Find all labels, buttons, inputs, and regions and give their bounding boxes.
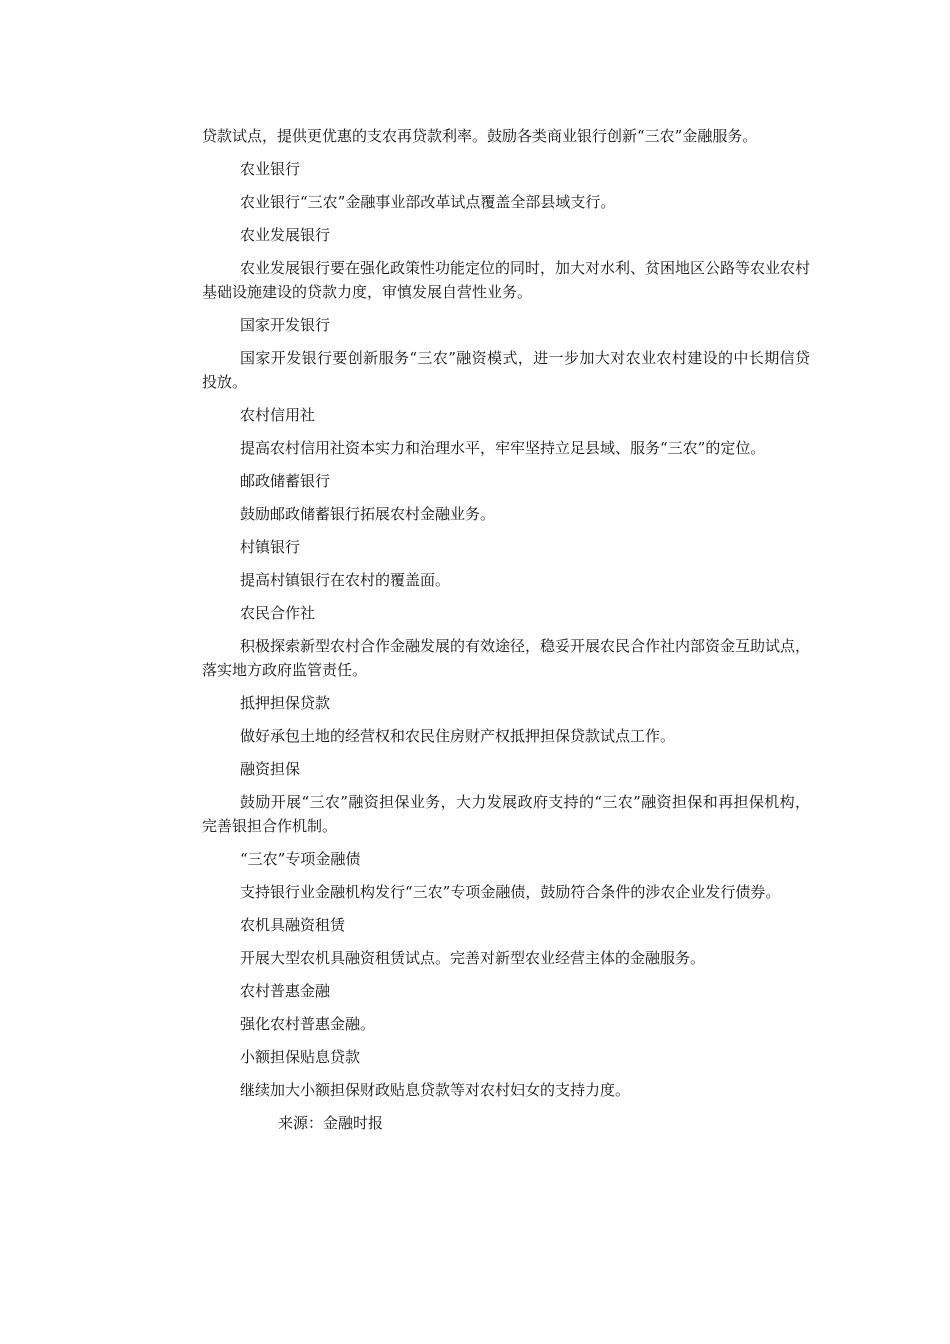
section-heading: 融资担保 xyxy=(240,760,301,778)
section-heading: 农业银行 xyxy=(240,160,301,178)
section-heading: 国家开发银行 xyxy=(240,316,331,334)
section-paragraph: 继续加大小额担保财政贴息贷款等对农村妇女的支持力度。 xyxy=(240,1081,631,1099)
section-paragraph: 积极探索新型农村合作金融发展的有效途径，稳妥开展农民合作社内部资金互助试点，落实地方政府监管责任。 xyxy=(202,637,811,679)
section-paragraph: 国家开发银行要创新服务“三农”融资模式，进一步加大对农业农村建设的中长期信贷投放。 xyxy=(202,349,810,391)
section-paragraph: 农业发展银行要在强化政策性功能定位的同时，加大对水利、贫困地区公路等农业农村基础设施建设的贷款力度，审慎发展自营性业务。 xyxy=(202,259,811,301)
section-heading: 抵押担保贷款 xyxy=(240,694,331,712)
section-heading: “三农”专项金融债 xyxy=(240,850,361,868)
intro-paragraph: 贷款试点，提供更优惠的支农再贷款利率。鼓励各类商业银行创新“三农”金融服务。 xyxy=(202,127,758,145)
section-paragraph: 开展大型农机具融资租赁试点。完善对新型农业经营主体的金融服务。 xyxy=(240,949,706,967)
section-paragraph: 提高村镇银行在农村的覆盖面。 xyxy=(240,571,451,589)
section-heading: 农民合作社 xyxy=(240,604,316,622)
document-body xyxy=(202,124,810,1135)
section-heading: 小额担保贴息贷款 xyxy=(240,1048,361,1066)
section-paragraph: 鼓励邮政储蓄银行拓展农村金融业务。 xyxy=(240,505,496,523)
section-paragraph: 提高农村信用社资本实力和治理水平，牢牢坚持立足县域、服务“三农”的定位。 xyxy=(240,439,766,457)
section-paragraph: 农业银行“三农”金融事业部改革试点覆盖全部县域支行。 xyxy=(240,193,616,211)
source-line: 来源：金融时报 xyxy=(278,1114,384,1132)
section-paragraph: 鼓励开展“三农”融资担保业务，大力发展政府支持的“三农”融资担保和再担保机构，完善银担合作机制。 xyxy=(202,793,810,835)
section-heading: 农村普惠金融 xyxy=(240,982,331,1000)
section-heading: 农机具融资租赁 xyxy=(240,916,346,934)
section-paragraph: 支持银行业金融机构发行“三农”专项金融债，鼓励符合条件的涉农企业发行债券。 xyxy=(240,883,781,901)
section-paragraph: 强化农村普惠金融。 xyxy=(240,1015,376,1033)
section-heading: 农业发展银行 xyxy=(240,226,331,244)
section-heading: 村镇银行 xyxy=(240,538,301,556)
section-heading: 邮政储蓄银行 xyxy=(240,472,331,490)
section-heading: 农村信用社 xyxy=(240,406,316,424)
section-paragraph: 做好承包土地的经营权和农民住房财产权抵押担保贷款试点工作。 xyxy=(240,727,676,745)
